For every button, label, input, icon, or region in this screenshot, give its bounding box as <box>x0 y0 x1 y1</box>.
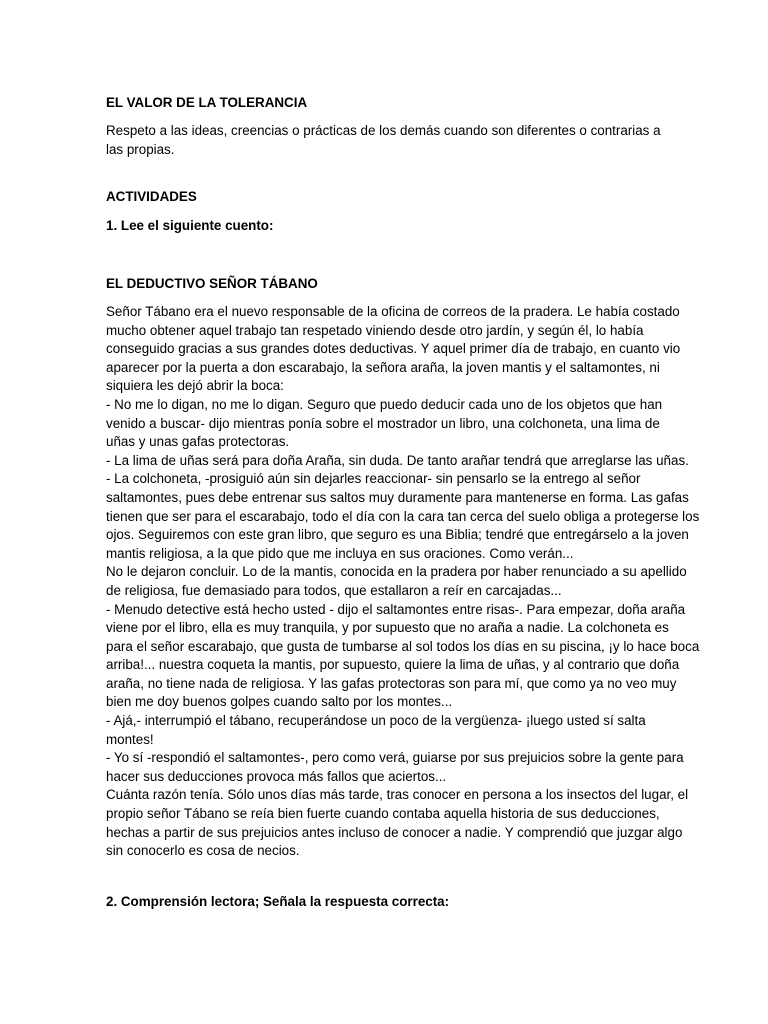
story-line: viene por el libro, ella es muy tranquila, y por supuesto que no araña a nadie. La colchoneta es <box>106 620 669 636</box>
story-line: bien me doy buenos golpes cuando salto por los montes... <box>106 694 453 710</box>
document-title: EL VALOR DE LA TOLERANCIA <box>106 95 308 110</box>
activity-1-heading: 1. Lee el siguiente cuento: <box>106 218 274 233</box>
story-line: mantis religiosa, a la que pido que me incluya en sus oraciones. Como verán... <box>106 545 574 561</box>
story-line: araña, no tiene nada de religiosa. Y las gafas protectoras son para mí, que como ya no veo muy <box>106 675 677 691</box>
story-line: de religiosa, fue demasiado para todos, que estallaron a reír en carcajadas... <box>106 582 562 598</box>
story-line: hechas a partir de sus prejuicios antes incluso de conocer a nadie. Y comprendió que juzgar algo <box>106 824 683 840</box>
story-line: - Menudo detective está hecho usted - dijo el saltamontes entre risas-. Para empezar, doña araña <box>106 601 686 617</box>
story-line: para el señor escarabajo, que gusta de tumbarse al sol todos los días en su piscina, ¡y lo hace boca <box>106 638 700 654</box>
story-line: - Ajá,- interrumpió el tábano, recuperándose un poco de la vergüenza- ¡luego usted sí salta <box>106 713 646 729</box>
activity-2-heading: 2. Comprensión lectora; Señala la respuesta correcta: <box>106 894 450 909</box>
story-line: ojos. Seguiremos con este gran libro, que seguro es una Biblia; tendré que entregárselo a la joven <box>106 527 689 543</box>
story-line: hacer sus deducciones provoca más fallos que aciertos... <box>106 768 447 784</box>
story-line: tienen que ser para el escarabajo, todo el día con la cara tan cerca del suelo obliga a protegerse los <box>106 508 700 524</box>
story-line: aparecer por la puerta a don escarabajo, la señora araña, la joven mantis y el saltamontes, ni <box>106 359 660 375</box>
story-line: venido a buscar- dijo mientras ponía sobre el mostrador un libro, una colchoneta, una lima de <box>106 415 660 431</box>
story-title: EL DEDUCTIVO SEÑOR TÁBANO <box>106 276 318 291</box>
story-line: propio señor Tábano se reía bien fuerte cuando contaba aquella historia de sus deducciones, <box>106 806 660 822</box>
story-line: sin conocerlo es cosa de necios. <box>106 843 300 859</box>
story-line: montes! <box>106 731 154 747</box>
story-line: saltamontes, pues debe entrenar sus saltos muy duramente para mantenerse en forma. Las gafas <box>106 489 689 505</box>
story-line: - La colchoneta, -prosiguió aún sin dejarles reaccionar- sin pensarlo se la entrego al señor <box>106 471 641 487</box>
story-line: conseguido gracias a sus grandes dotes deductivas. Y aquel primer día de trabajo, en cuanto vio <box>106 341 681 357</box>
story-line: - No me lo digan, no me lo digan. Seguro que puedo deducir cada uno de los objetos que han <box>106 396 663 412</box>
story-line: siquiera les dejó abrir la boca: <box>106 378 284 394</box>
story-line: arriba!... nuestra coqueta la mantis, por supuesto, quiere la lima de uñas, y al contrario que doña <box>106 657 680 673</box>
story-line: No le dejaron concluir. Lo de la mantis, conocida en la pradera por haber renunciado a su apellido <box>106 564 687 580</box>
story-line: mucho obtener aquel trabajo tan respetado viniendo desde otro jardín, y según él, lo había <box>106 322 644 338</box>
tolerance-definition: Respeto a las ideas, creencias o prácticas de los demás cuando son diferentes o contrarias a las propias. <box>106 123 661 157</box>
activities-heading: ACTIVIDADES <box>106 189 197 204</box>
story-line: - Yo sí -respondió el saltamontes-, pero como verá, guiarse por sus prejuicios sobre la gente para <box>106 750 684 766</box>
story-line: Señor Tábano era el nuevo responsable de la oficina de correos de la pradera. Le había costado <box>106 304 680 319</box>
story-line: uñas y unas gafas protectoras. <box>106 434 290 450</box>
story-line: - La lima de uñas será para doña Araña, sin duda. De tanto arañar tendrá que arreglarse las uñas. <box>106 452 689 468</box>
story-body <box>106 303 700 861</box>
story-line: Cuánta razón tenía. Sólo unos días más tarde, tras conocer en persona a los insectos del lugar, el <box>106 787 689 803</box>
